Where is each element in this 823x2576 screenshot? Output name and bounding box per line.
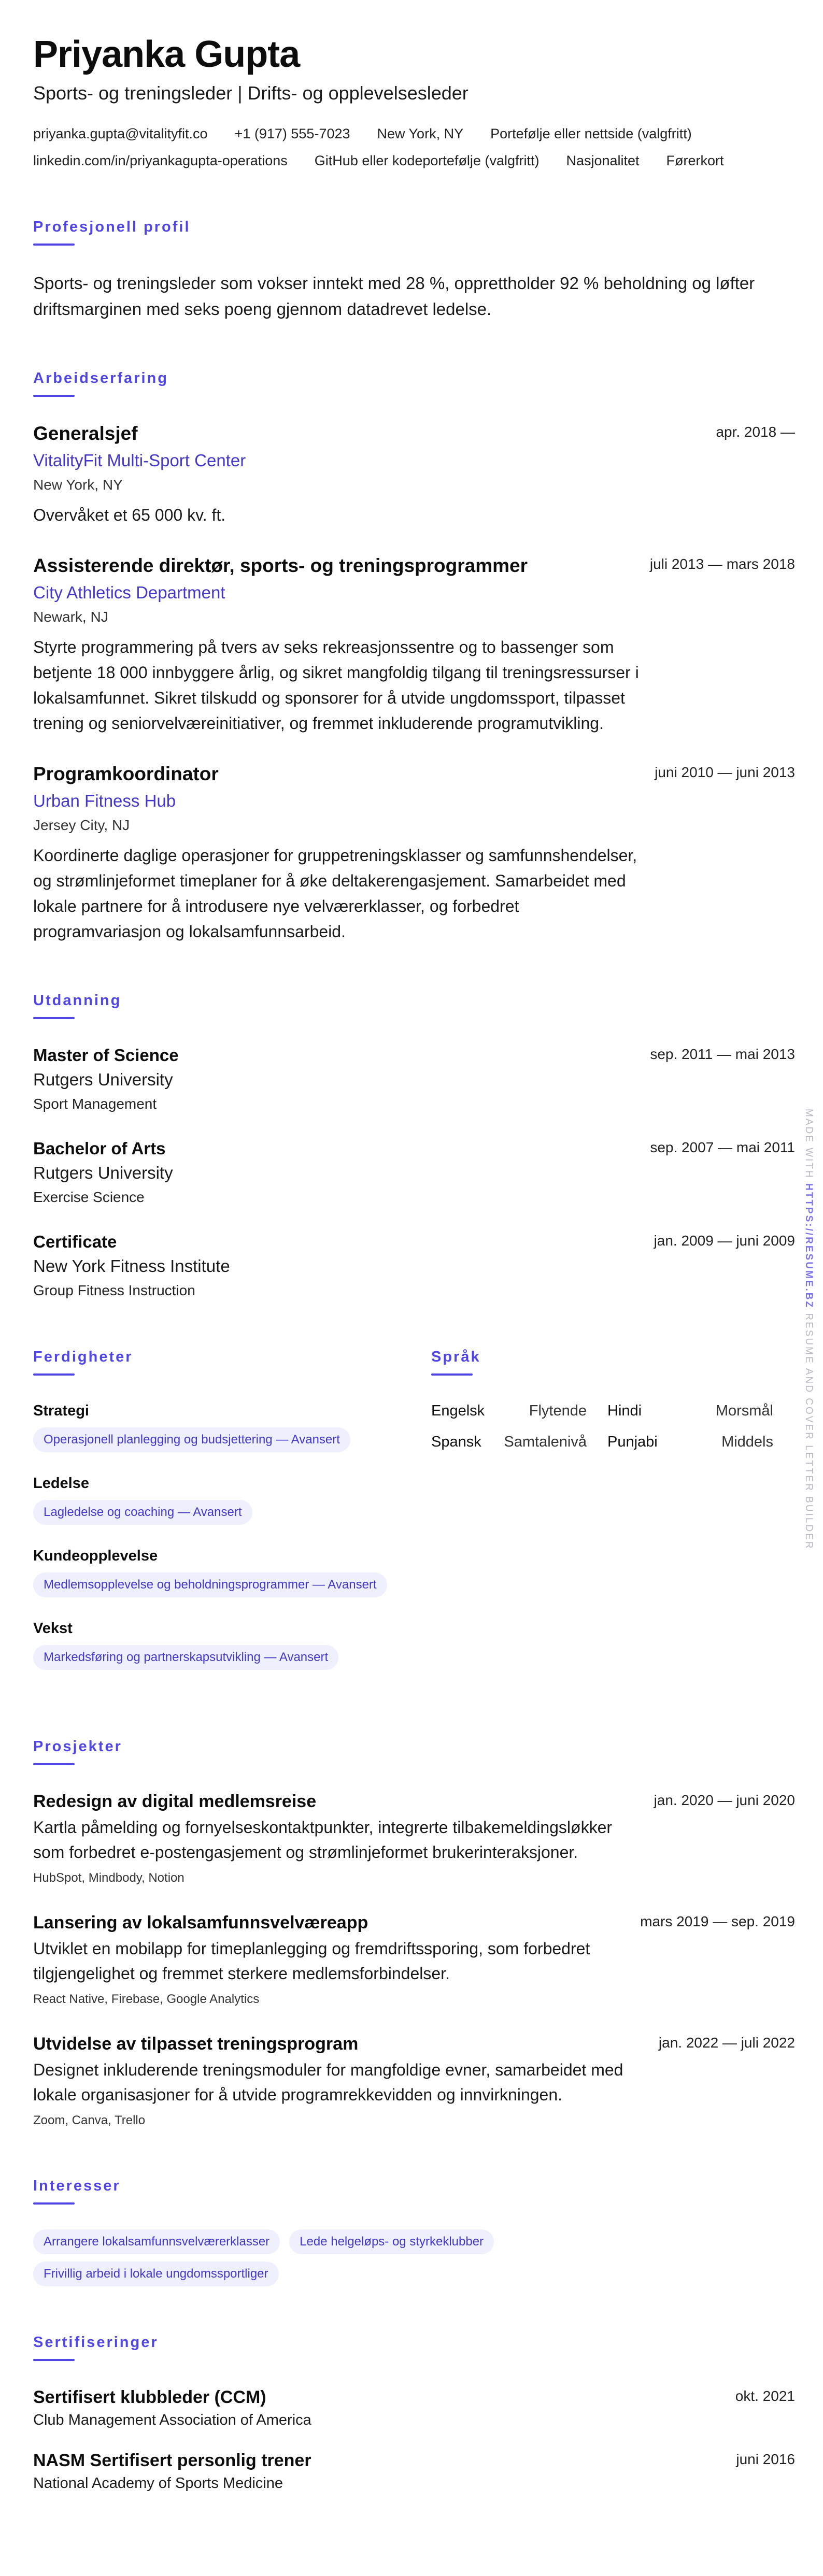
project-title: Redesign av digital medlemsreise [33,1792,317,1811]
section-divider [33,1017,75,1019]
project-entry [33,1790,795,1887]
education-degree: Bachelor of Arts [33,1139,166,1158]
contact-portfolio[interactable]: Portefølje eller nettside (valgfritt) [490,126,692,141]
job-date: apr. 2018 — [716,424,795,440]
project-date: jan. 2022 — juli 2022 [658,2035,795,2051]
section-divider [33,395,75,397]
language-level: Samtalenivå [504,1434,587,1450]
job-date: juli 2013 — mars 2018 [649,556,795,572]
profile-summary: Sports- og treningsleder som vokser inntekt med 28 %, opprettholder 92 % beholdning og løfter driftsmarginen med seks poeng gjennom datadrevet ledelse. [33,274,755,319]
experience-section [33,369,795,944]
job-title: Generalsjef [33,423,138,444]
contact-github[interactable]: GitHub eller kodeportefølje (valgfritt) [314,153,540,168]
contact-linkedin[interactable]: linkedin.com/in/priyankagupta-operations [33,153,288,168]
job-employer: VitalityFit Multi-Sport Center [33,451,246,470]
section-divider [431,1373,473,1376]
section-title-education: Utdanning [33,992,122,1009]
education-field: Group Fitness Instruction [33,1282,195,1298]
skill-chip: Medlemsopplevelse og beholdningsprogrammer — Avansert [33,1572,387,1597]
skill-group-name: Ledelse [33,1475,89,1492]
interest-chip: Arrangere lokalsamfunnsvelværerklasser [33,2229,280,2254]
education-entry [33,1044,795,1114]
watermark-link[interactable]: HTTPS://RESUME.BZ [803,1183,814,1309]
education-section [33,991,795,1301]
language-item [607,1400,794,1421]
job-employer: City Athletics Department [33,583,225,602]
section-divider [33,2202,75,2205]
education-degree: Certificate [33,1232,117,1251]
job-description: Koordinerte daglige operasjoner for gruppetreningsklasser og samfunnshendelser, og strømlinjeformet timeplaner for å øke deltakerengasjement. Samarbeidet med lokale partnere for å introdusere nye velværerklasser, og forbedret programvariasjon og lokalsamfunnsarbeid. [33,846,637,941]
section-title-interests: Interesser [33,2178,121,2194]
section-divider [33,1763,75,1765]
language-item [431,1400,607,1421]
job-title: Assisterende direktør, sports- og treningsprogrammer [33,555,528,576]
contact-list [33,123,795,171]
certification-entry [33,2386,795,2430]
section-title-projects: Prosjekter [33,1738,122,1755]
interest-chip: Lede helgeløps- og styrkeklubber [289,2229,494,2254]
watermark-suffix: RESUME AND COVER LETTER BUILDER [803,1313,814,1550]
project-title: Utvidelse av tilpasset treningsprogram [33,2034,359,2054]
skills-languages-row [33,1348,795,1691]
certification-entry [33,2449,795,2494]
candidate-headline: Sports- og treningsleder | Drifts- og opplevelsesleder [33,82,469,104]
project-description: Kartla påmelding og fornyelseskontaktpunkter, integrerte tilbakemeldingsløkker som forbedret e-postengasjement og strømlinjeformet brukerinteraksjoner. [33,1818,613,1862]
certification-name: NASM Sertifisert personlig trener [33,2451,311,2470]
education-degree: Master of Science [33,1046,179,1065]
project-tools: HubSpot, Mindbody, Notion [33,1871,185,1885]
section-title-certifications: Sertifiseringer [33,2334,159,2351]
language-level: Flytende [529,1403,587,1419]
resume-header [33,33,795,171]
job-location: Jersey City, NJ [33,817,130,833]
job-employer: Urban Fitness Hub [33,791,176,810]
skill-group-name: Kundeopplevelse [33,1548,158,1564]
section-title-languages: Språk [431,1349,481,1365]
education-date: sep. 2011 — mai 2013 [650,1046,795,1062]
education-school: New York Fitness Institute [33,1256,230,1276]
skills-section [33,1348,431,1691]
contact-phone[interactable]: +1 (917) 555-7023 [234,126,350,141]
section-divider [33,2359,75,2361]
project-tools: Zoom, Canva, Trello [33,2113,146,2127]
projects-section [33,1737,795,2130]
profile-section [33,218,795,322]
skill-group-name: Strategi [33,1403,89,1419]
language-name: Hindi [607,1403,642,1419]
project-description: Utviklet en mobilapp for timeplanlegging og fremdriftssporing, som forbedret tilgjengelighet og fremmet sterkere medlemsforbindelser. [33,1939,590,1983]
interest-list [33,2229,603,2286]
experience-entry [33,554,795,736]
education-entry [33,1230,795,1301]
skill-chip: Lagledelse og coaching — Avansert [33,1500,252,1525]
language-level: Middels [721,1434,773,1450]
watermark-prefix: MADE WITH [803,1109,814,1179]
section-divider [33,1373,75,1376]
education-entry [33,1137,795,1208]
education-date: jan. 2009 — juni 2009 [654,1233,795,1249]
job-location: New York, NY [33,477,123,493]
project-description: Designet inkluderende treningsmoduler for mangfoldige evner, samarbeidet med lokale organisasjoner for å utvide programrekkevidden og innvirkningen. [33,2060,623,2104]
candidate-name: Priyanka Gupta [33,34,300,75]
language-list [431,1400,794,1452]
education-field: Exercise Science [33,1189,145,1205]
project-tools: React Native, Firebase, Google Analytics [33,1992,260,2006]
skill-chip: Markedsføring og partnerskapsutvikling — Avansert [33,1645,338,1670]
project-date: mars 2019 — sep. 2019 [640,1913,795,1929]
section-title-profile: Profesjonell profil [33,219,191,235]
education-school: Rutgers University [33,1163,173,1182]
job-date: juni 2010 — juni 2013 [655,764,795,780]
builder-watermark [803,1109,817,1550]
skill-group-name: Vekst [33,1620,73,1637]
section-title-skills: Ferdigheter [33,1349,133,1365]
language-name: Engelsk [431,1403,485,1419]
education-field: Sport Management [33,1096,157,1112]
language-item [431,1432,607,1452]
certification-date: juni 2016 [736,2451,795,2467]
languages-section [431,1348,794,1691]
certification-name: Sertifisert klubbleder (CCM) [33,2387,266,2407]
contact-location: New York, NY [377,126,464,141]
skill-group [33,1618,431,1670]
resume-content [33,33,795,2512]
project-entry [33,1911,795,2009]
education-date: sep. 2007 — mai 2011 [650,1139,795,1155]
contact-drivers-license: Førerkort [666,153,724,168]
education-school: Rutgers University [33,1070,173,1089]
job-title: Programkoordinator [33,763,219,784]
certification-issuer: National Academy of Sports Medicine [33,2475,283,2492]
job-description: Styrte programmering på tvers av seks rekreasjonssentre og to bassenger som betjente 18 000 innbyggere årlig, og sikret mangfoldig tilgang til treningsressurser i lokalsamfunnet. Sikret tilskudd og sponsorer for å utvide ungdomssport, tilpasset trening og seniorvelværeinitiativer, og fremmet inkluderende programutvikling. [33,638,639,733]
project-date: jan. 2020 — juni 2020 [654,1792,795,1808]
certifications-section [33,2333,795,2494]
skill-chip: Operasjonell planlegging og budsjettering — Avansert [33,1427,350,1452]
skill-group [33,1400,431,1452]
language-name: Punjabi [607,1434,658,1450]
contact-nationality: Nasjonalitet [566,153,640,168]
section-title-experience: Arbeidserfaring [33,370,168,387]
project-entry [33,2033,795,2130]
language-item [607,1432,794,1452]
project-title: Lansering av lokalsamfunnsvelværeapp [33,1913,368,1933]
certification-issuer: Club Management Association of America [33,2412,311,2428]
experience-entry [33,422,795,528]
section-divider [33,244,75,246]
certification-date: okt. 2021 [735,2388,795,2404]
job-location: Newark, NJ [33,609,108,625]
skill-group [33,1473,431,1525]
language-name: Spansk [431,1434,481,1450]
interests-section [33,2177,795,2286]
language-level: Morsmål [715,1403,773,1419]
interest-chip: Frivillig arbeid i lokale ungdomssportliger [33,2262,279,2286]
job-description: Overvåket et 65 000 kv. ft. [33,506,226,524]
experience-entry [33,762,795,944]
skill-group [33,1545,431,1597]
contact-email[interactable]: priyanka.gupta@vitalityfit.co [33,126,208,141]
